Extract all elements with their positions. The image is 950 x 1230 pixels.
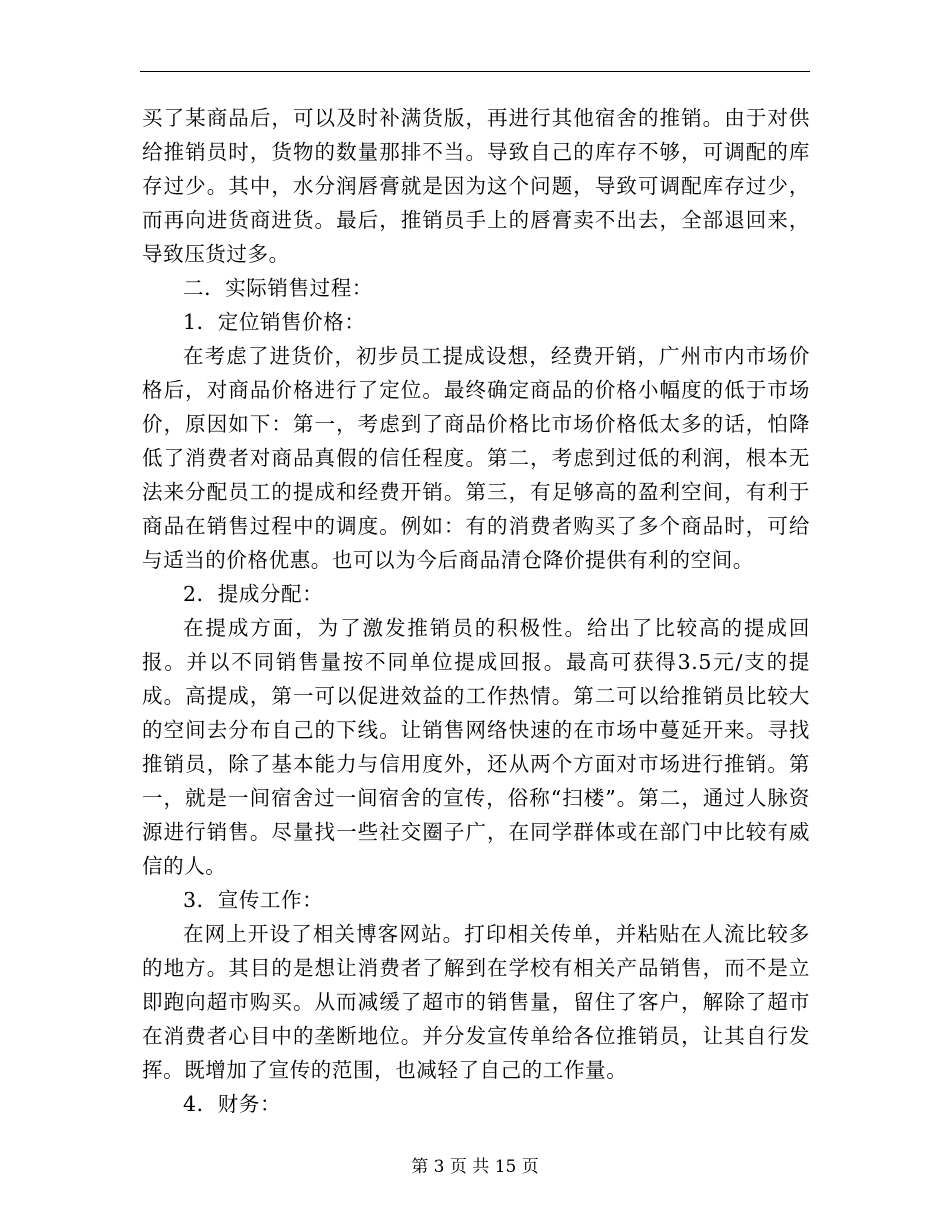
paragraph: 买了某商品后，可以及时补满货版，再进行其他宿舍的推销。由于对供给推销员时，货物的数量那排不当。导致自己的库存不够，可调配的库存过少。其中，水分润唇膏就是因为这个问题，导致可调配库存过少，而再向进货商进货。最后，推销员手上的唇膏卖不出去，全部退回来，导致压货过多。 [142,106,810,266]
paragraph: 在考虑了进货价，初步员工提成设想，经费开销，广州市内市场价格后，对商品价格进行了定位。最终确定商品的价格小幅度的低于市场价，原因如下：第一，考虑到了商品价格比市场价格低太多的话，怕降低了消费者对商品真假的信任程度。第二，考虑到过低的利润，根本无法来分配员工的提成和经费开销。第三，有足够高的盈利空间，有利于商品在销售过程中的调度。例如：有的消费者购买了多个商品时，可给与适当的价格优惠。也可以为今后商品清仓降价提供有利的空间。 [142,344,810,572]
paragraph: 在提成方面，为了激发推销员的积极性。给出了比较高的提成回报。并以不同销售量按不同单位提成回报。最高可获得3.5元/支的提成。高提成，第一可以促进效益的工作热情。第二可以给推销员比较大的空间去分布自己的下线。让销售网络快速的在市场中蔓延开来。寻找推销员，除了基本能力与信用度外，还从两个方面对市场进行推销。第一，就是一间宿舍过一间宿舍的宣传，俗称“扫楼”。第二，通过人脉资源进行销售。尽量找一些社交圈子广，在同学群体或在部门中比较有威信的人。 [142,616,810,878]
subsection-heading: 1．定位销售价格： [183,310,366,334]
header-rule [140,71,810,72]
subsection-heading: 3．宣传工作： [183,888,324,912]
paragraph: 在网上开设了相关博客网站。打印相关传单，并粘贴在人流比较多的地方。其目的是想让消费者了解到在学校有相关产品销售，而不是立即跑向超市购买。从而减缓了超市的销售量，留住了客户，解除了超市在消费者心目中的垄断地位。并分发宣传单给各位推销员，让其自行发挥。既增加了宣传的范围，也减轻了自己的工作量。 [142,922,810,1082]
page-number-footer: 第 3 页 共 15 页 [411,1157,539,1177]
subsection-heading: 2．提成分配： [183,582,324,606]
document-body [142,101,810,1121]
section-heading: 二．实际销售过程： [183,276,373,300]
subsection-heading: 4．财务： [183,1092,282,1116]
